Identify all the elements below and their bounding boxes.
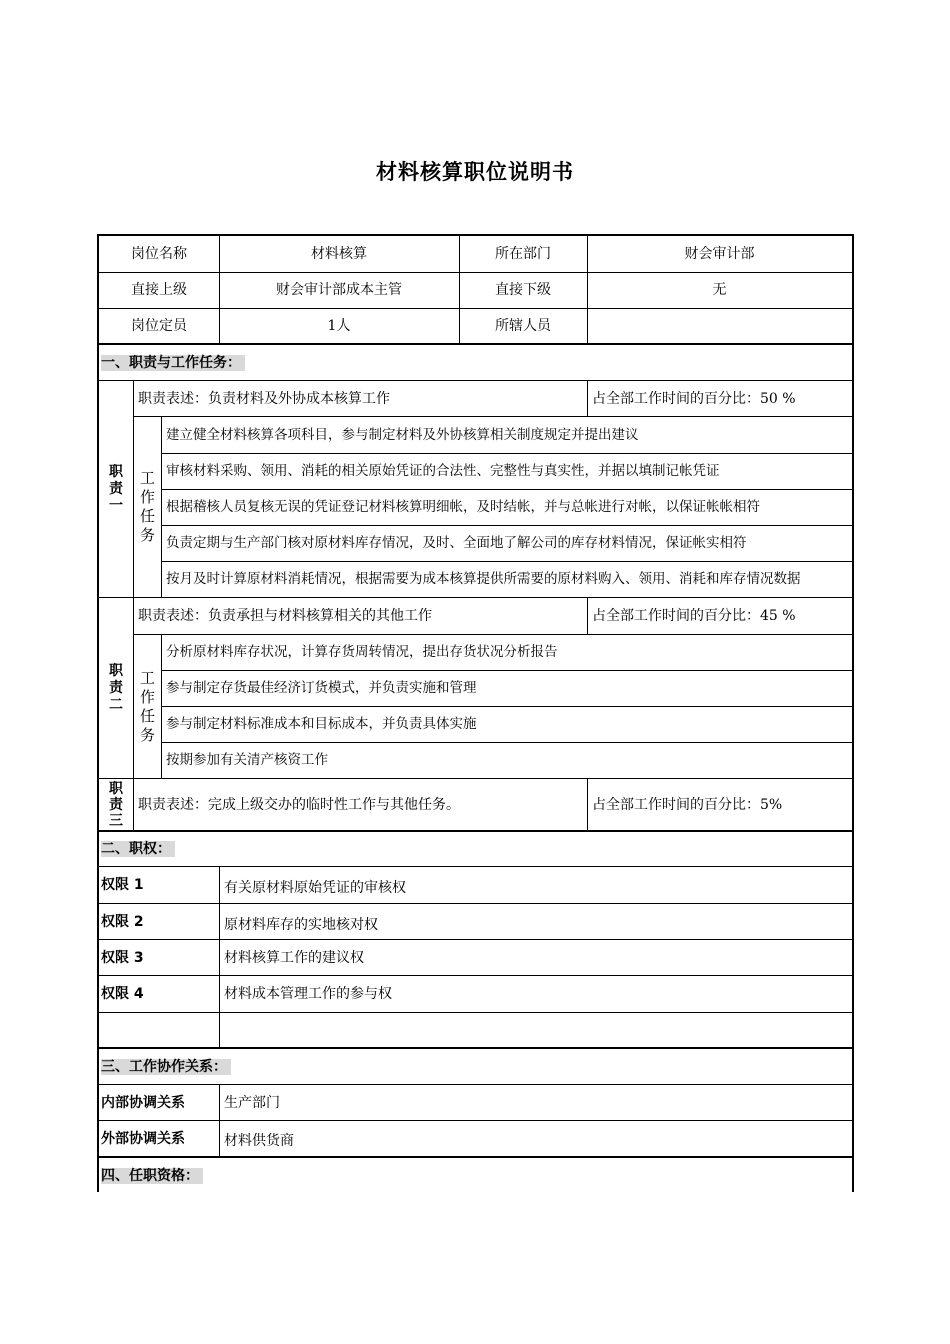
duty1-task-2: 审核材料采购、领用、消耗的相关原始凭证的合法性、完整性与真实性，并据以填制记帐凭证 — [166, 463, 720, 479]
external-coordination-label: 外部协调关系 — [101, 1131, 185, 1147]
subordinate-value: 无 — [712, 282, 727, 298]
authority-3-value: 材料核算工作的建议权 — [224, 949, 364, 966]
authority-4-value: 材料成本管理工作的参与权 — [224, 986, 392, 1002]
duty1-task-1: 建立健全材料核算各项科目，参与制定材料及外协核算相关制度规定并提出建议 — [166, 426, 639, 443]
job-description-table — [97, 234, 854, 1192]
internal-coordination-value: 生产部门 — [224, 1094, 280, 1111]
duty2-task-1: 分析原材料库存状况，计算存货周转情况，提出存货状况分析报告 — [166, 644, 558, 660]
subordinate-label: 直接下级 — [495, 282, 551, 298]
page-title: 材料核算职位说明书 — [376, 160, 574, 184]
duty2-statement: 职责表述：负责承担与材料核算相关的其他工作 — [138, 608, 432, 624]
superior-label: 直接上级 — [131, 282, 187, 298]
authority-3-label: 权限 3 — [101, 949, 144, 966]
internal-coordination-label: 内部协调关系 — [101, 1094, 185, 1111]
duty3-statement: 职责表述：完成上级交办的临时性工作与其他任务。 — [138, 796, 460, 813]
position-name-label: 岗位名称 — [131, 246, 187, 262]
managed-value — [587, 308, 852, 344]
duty3-percent: 占全部工作时间的百分比：5% — [592, 796, 783, 813]
authority-4-label: 权限 4 — [101, 986, 144, 1002]
duty2-task-2: 参与制定存货最佳经济订货模式，并负责实施和管理 — [166, 680, 477, 696]
duty2-task-4: 按期参加有关清产核资工作 — [166, 752, 328, 768]
section4-heading: 四、任职资格： — [101, 1158, 601, 1193]
duty1-percent: 占全部工作时间的百分比：50 % — [592, 390, 796, 407]
duty1-task-5: 按月及时计算原材料消耗情况，根据需要为成本核算提供所需要的原材料购入、领用、消耗和库存情况数据 — [166, 571, 801, 587]
external-coordination-value: 材料供货商 — [224, 1133, 294, 1149]
authority-2-value: 原材料库存的实地核对权 — [224, 916, 378, 933]
authority-2-label: 权限 2 — [101, 913, 144, 930]
duty1-statement: 职责表述：负责材料及外协成本核算工作 — [138, 390, 390, 407]
headcount-label: 岗位定员 — [131, 318, 187, 334]
position-name-value: 材料核算 — [311, 246, 367, 262]
authority-empty-row — [99, 1013, 852, 1048]
duty2-label: 职 责 二 — [109, 662, 123, 713]
duty1-task-4: 负责定期与生产部门核对原材料库存情况，及时、全面地了解公司的库存材料情况，保证帐实相符 — [166, 535, 747, 551]
section3-heading: 三、工作协作关系： — [101, 1049, 601, 1084]
department-label: 所在部门 — [495, 246, 551, 262]
superior-value: 财会审计部成本主管 — [276, 282, 402, 298]
department-value: 财会审计部 — [684, 246, 755, 262]
authority-1-label: 权限 1 — [101, 877, 144, 893]
duty2-task-3: 参与制定材料标准成本和目标成本，并负责具体实施 — [166, 716, 477, 732]
duty2-task-label: 工 作 任 务 — [139, 668, 155, 744]
authority-1-value: 有关原材料原始凭证的审核权 — [224, 880, 406, 896]
headcount-value: 1人 — [327, 318, 351, 334]
duty2-percent: 占全部工作时间的百分比：45 % — [592, 608, 796, 624]
duty1-task-3: 根据稽核人员复核无误的凭证登记材料核算明细帐，及时结帐，并与总帐进行对帐，以保证帐帐相符 — [166, 499, 760, 515]
duty1-task-label: 工 作 任 务 — [139, 469, 155, 544]
section1-heading: 一、职责与工作任务： — [101, 345, 601, 380]
duty3-label: 职 责 三 — [109, 781, 123, 829]
section2-heading: 二、职权： — [101, 832, 601, 866]
duty1-label: 职 责 一 — [109, 463, 123, 514]
managed-label: 所辖人员 — [495, 318, 551, 334]
